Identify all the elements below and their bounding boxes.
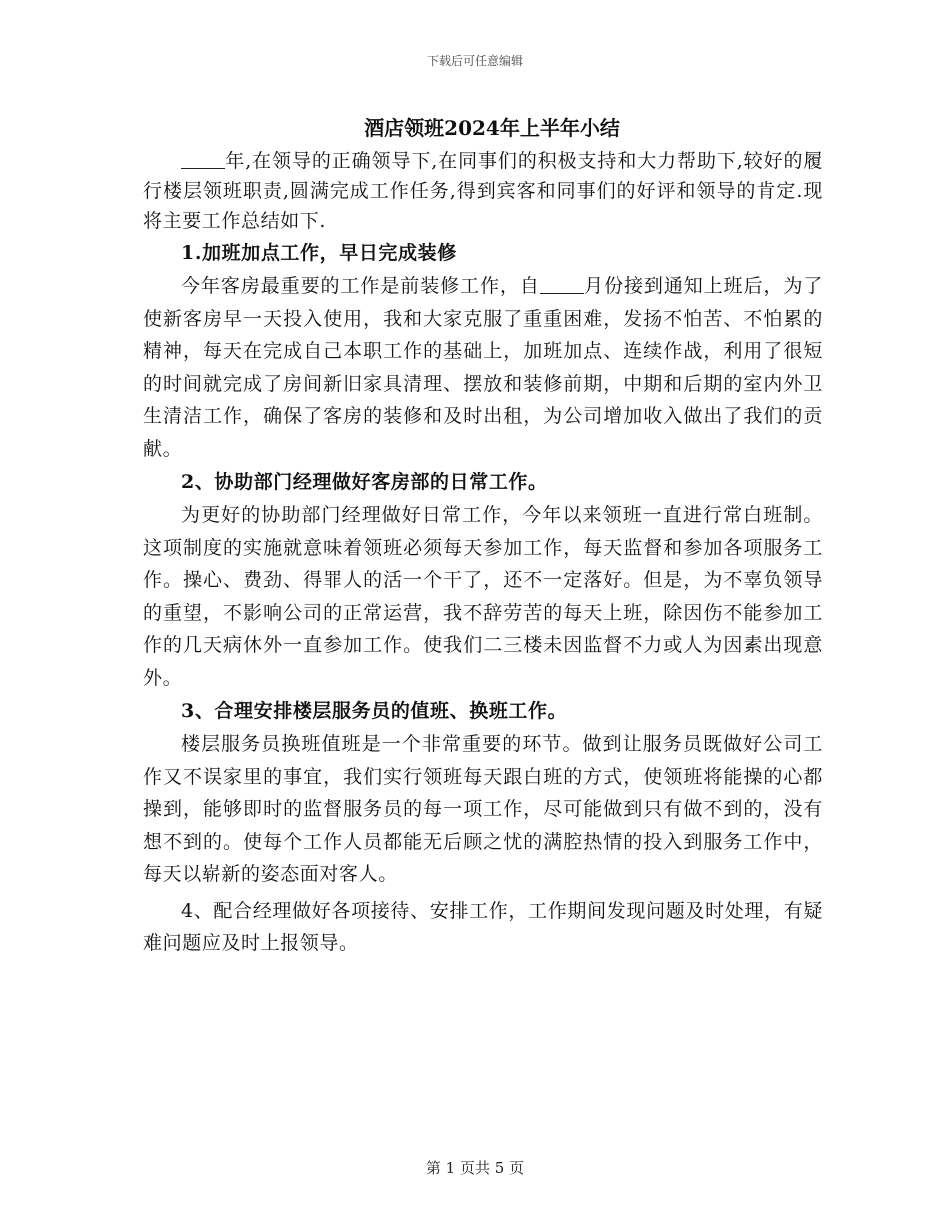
section-2-body: 为更好的协助部门经理做好日常工作，今年以来领班一直进行常白班制。这项制度的实施就意味着领班必须每天参加工作，每天监督和参加各项服务工作。操心、费劲、得罪人的活一个干了，还不一定落好。但是，为不辜负领导的重望，不影响公司的正常运营，我不辞劳苦的每天上班，除因伤不能参加工作的几天病休外一直参加工作。使我们二三楼未因监督不力或人为因素出现意外。 xyxy=(143,504,823,689)
intro-text: 年,在领导的正确领导下,在同事们的积极支持和大力帮助下,较好的履行楼层领班职责,圆满完成工作任务,得到宾客和同事们的好评和领导的肯定.现将主要工作总结如下. xyxy=(143,150,823,232)
document-body xyxy=(143,110,823,960)
section-1-body-post: 月份接到通知上班后，为了使新客房早一天投入使用，我和大家克服了重重困难，发扬不怕苦、不怕累的精神，每天在完成自己本职工作的基础上，加班加点、连续作战，利用了很短的时间就完成了房间新旧家具清理、摆放和装修前期，中期和后期的室内外卫生清洁工作，确保了客房的装修和及时出租，为公司增加收入做出了我们的贡献。 xyxy=(143,275,823,460)
closing-paragraph: 4、配合经理做好各项接待、安排工作，工作期间发现问题及时处理，有疑难问题应及时上报领导。 xyxy=(143,899,823,954)
section-3-body: 楼层服务员换班值班是一个非常重要的环节。做到让服务员既做好公司工作又不误家里的事宜，我们实行领班每天跟白班的方式，使领班将能操的心都操到，能够即时的监督服务员的每一项工作，尽可能做到只有做不到的，没有想不到的。使每个工作人员都能无后顾之忧的满腔热情的投入到服务工作中，每天以崭新的姿态面对客人。 xyxy=(143,733,823,885)
section-1-body xyxy=(143,270,823,465)
section-1-body-pre: 今年客房最重要的工作是前装修工作，自 xyxy=(181,275,540,297)
blank-month xyxy=(540,275,584,294)
section-2-heading: 2、协助部门经理做好客房部的日常工作。 xyxy=(181,471,548,493)
page-footer: 第 1 页共 5 页 xyxy=(425,1159,525,1177)
blank-year xyxy=(181,150,225,169)
intro-paragraph xyxy=(143,146,823,236)
document-title: 酒店领班2024年上半年小结 xyxy=(364,116,620,140)
section-1-heading: 1.加班加点工作，早日完成装修 xyxy=(181,242,457,264)
section-3-heading: 3、合理安排楼层服务员的值班、换班工作。 xyxy=(181,700,568,722)
header-note: 下载后可任意编辑 xyxy=(426,54,523,68)
